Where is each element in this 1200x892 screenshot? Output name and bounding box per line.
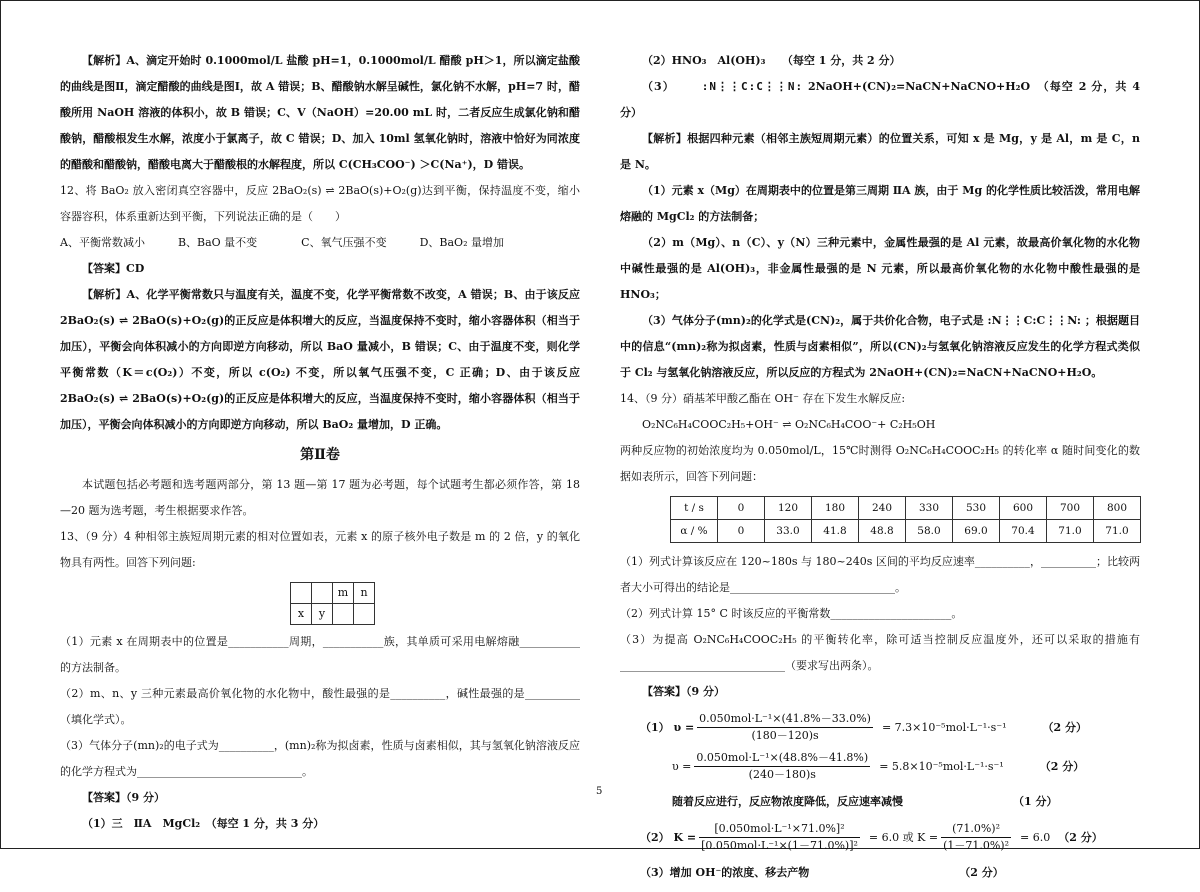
question-13-part1: （1）元素 x 在周期表中的位置是___________周期，___________族，其单质可采用电解熔融___________的方法制备。 (60, 635, 580, 674)
formula-result: = 7.3×10⁻⁵mol·L⁻¹·s⁻¹ (881, 720, 1007, 734)
table-cell: 330 (906, 497, 953, 520)
question-13: 13、（9 分）4 种相邻主族短周期元素的相对位置如表，元素 x 的原子核外电子数是 m 的 2 倍，y 的氧化物具有两性。回答下列问题: (60, 530, 580, 569)
section-title: 第Ⅱ卷 (300, 447, 340, 463)
fraction-numerator: 0.050mol·L⁻¹×(48.8%－41.8%) (694, 750, 870, 767)
grid-cell (333, 604, 354, 625)
conversion-data-table (670, 496, 1141, 543)
formula-mid: = 6.0 或 K = (868, 830, 939, 844)
formula-score: （2 分） (1042, 720, 1088, 734)
fraction-denominator: [0.050mol·L⁻¹×(1－71.0%)]² (701, 839, 858, 852)
answer-13-part3 (620, 74, 1140, 126)
table-cell: 41.8 (812, 520, 859, 543)
table-header: α / % (671, 520, 718, 543)
grid-cell: x (291, 604, 312, 625)
grid-cell: m (333, 583, 354, 604)
fraction-denominator: (240－180)s (748, 768, 816, 781)
fraction-numerator: 0.050mol·L⁻¹×(41.8%－33.0%) (697, 711, 873, 728)
analysis-13-intro: 【解析】根据四种元素（相邻主族短周期元素）的位置关系，可知 x 是 Mg，y 是 Al，m 是 C，n 是 N。 (620, 132, 1140, 171)
question-13-part3: （3）气体分子(mn)₂的电子式为__________，(mn)₂称为拟卤素，性质与卤素相似，其与氢氧化钠溶液反应的化学方程式为______________________________。 (60, 739, 580, 778)
conclusion-line (672, 789, 1140, 815)
analysis-12: 【解析】A、化学平衡常数只与温度有关，温度不变，化学平衡常数不改变，A 错误；B、由于该反应 2BaO₂(s) ⇌ 2BaO(s)+O₂(g)的正反应是体积增大的反应，当温度保持不变时，缩小容器体积（相当于加压），平衡会向体积减小的方向即逆方向移动，所以 BaO 量减小，B 错误；C、由于温度不变，则化学平衡常数（K＝c(O₂)）不变，所以 c(O₂) 不变，所以氧气压强不变，C 正确；D、由于该反应 2BaO₂(s) ⇌ 2BaO(s)+O₂(g)的正反应是体积增大的反应，当温度保持不变时，缩小容器体积（相当于加压），平衡会向体积减小的方向即逆方向移动，所以 BaO₂ 量增加，D 正确。 (60, 288, 580, 431)
fraction (699, 821, 860, 854)
question-14-part1: （1）列式计算该反应在 120~180s 与 180~240s 区间的平均反应速率__________，__________；比较两者大小可得出的结论是______________________________。 (620, 555, 1140, 594)
formula-score: （2 分） (1039, 759, 1085, 773)
formula-rate-1 (640, 711, 1140, 744)
answer-14-part3 (640, 860, 1140, 886)
answer-14-header: 【答案】（9 分） (642, 685, 725, 698)
formula-label: （1） υ = (640, 720, 695, 734)
answer-13-part3-equation: 2NaOH+(CN)₂=NaCN+NaCNO+H₂O （每空 2 分，共 4 分） (620, 80, 1140, 119)
electron-formula: :N⋮⋮C:C⋮⋮N: (701, 80, 804, 93)
table-cell: 71.0 (1047, 520, 1094, 543)
formula-k (640, 821, 1140, 854)
fraction (694, 750, 870, 783)
table-cell: 700 (1047, 497, 1094, 520)
question-14-part2: （2）列式计算 15° C 时该反应的平衡常数______________________。 (620, 607, 963, 620)
grid-cell (354, 604, 375, 625)
formula-score: （2 分） (1058, 830, 1103, 844)
fraction-numerator: (71.0%)² (941, 821, 1011, 838)
grid-cell: y (312, 604, 333, 625)
question-14-part3: （3）为提高 O₂NC₆H₄COOC₂H₅ 的平衡转化率，除可适当控制反应温度外，还可以采取的措施有______________________________（要求写出两条）。 (620, 633, 1140, 672)
grid-cell (291, 583, 312, 604)
grid-cell: n (354, 583, 375, 604)
analysis-13-part3: （3）气体分子(mn)₂的化学式是(CN)₂，属于共价化合物，电子式是 :N⋮⋮C:C⋮⋮N: ；根据题目中的信息“(mn)₂称为拟卤素，性质与卤素相似”，所以(CN)₂与氢氧化钠溶液反应发生的化学方程式类似于 Cl₂ 与氢氧化钠溶液反应，所以反应的方程式为 2NaOH+(CN)₂=NaCN+NaCNO+H₂O。 (620, 314, 1140, 379)
table-cell: 240 (859, 497, 906, 520)
formula-label: υ = (672, 759, 692, 773)
table-cell: 69.0 (953, 520, 1000, 543)
element-position-table (290, 582, 375, 625)
question-14-equation: O₂NC₆H₄COOC₂H₅+OH⁻ ⇌ O₂NC₆H₄COO⁻+ C₂H₅OH (642, 418, 936, 431)
left-column (60, 48, 580, 837)
table-cell: 58.0 (906, 520, 953, 543)
section-intro: 本试题包括必考题和选考题两部分，第 13 题—第 17 题为必考题，每个试题考生都必须作答，第 18—20 题为选考题，考生根据要求作答。 (60, 478, 580, 517)
question-12: 12、将 BaO₂ 放入密闭真空容器中，反应 2BaO₂(s) ⇌ 2BaO(s)+O₂(g)达到平衡，保持温度不变，缩小容器容积，体系重新达到平衡，下列说法正确的是（ ） (60, 184, 580, 223)
table-cell: 120 (765, 497, 812, 520)
formula-result: = 6.0 (1020, 830, 1051, 844)
table-header: t / s (671, 497, 718, 520)
fraction-numerator: [0.050mol·L⁻¹×71.0%]² (699, 821, 860, 838)
answer-12: 【答案】CD (82, 262, 145, 275)
answer-13-header: 【答案】（9 分） (82, 791, 165, 804)
page-number: 5 (596, 786, 603, 797)
analysis-q11: 【解析】A、滴定开始时 0.1000mol/L 盐酸 pH=1，0.1000mol/L 醋酸 pH＞1，所以滴定盐酸的曲线是图Ⅱ，滴定醋酸的曲线是图Ⅰ，故 A 错误；B、醋酸钠水解呈碱性，氯化钠不水解，pH=7 时，醋酸所用 NaOH 溶液的体积小，故 B 错误；C、V（NaOH）=20.00 mL 时，二者反应生成氯化钠和醋酸钠，醋酸根发生水解，浓度小于氯离子，故 C 错误；D、加入 10ml 氢氧化钠时，溶液中恰好为同浓度的醋酸和醋酸钠，醋酸电离大于醋酸根的水解程度，所以 C(CH₃COO⁻) ＞C(Na⁺)，D 错误。 (60, 54, 580, 171)
question-14-desc: 两种反应物的初始浓度均为 0.050mol/L，15℃时测得 O₂NC₆H₄COOC₂H₅ 的转化率 α 随时间变化的数据如表所示，回答下列问题： (620, 444, 1140, 483)
fraction (941, 821, 1011, 854)
answer-13-part1: （1）三 ⅡA MgCl₂ （每空 1 分，共 3 分） (82, 817, 325, 830)
question-14: 14、（9 分）硝基苯甲酸乙酯在 OH⁻ 存在下发生水解反应: (620, 392, 906, 405)
fraction-denominator: (180－120)s (751, 729, 819, 742)
table-cell: 48.8 (859, 520, 906, 543)
fraction-denominator: (1－71.0%)² (943, 839, 1009, 852)
analysis-13-part1: （1）元素 x（Mg）在周期表中的位置是第三周期 ⅡA 族，由于 Mg 的化学性质比较活泼，常用电解熔融的 MgCl₂ 的方法制备； (620, 184, 1140, 223)
conclusion-text: 随着反应进行，反应物浓度降低，反应速率减慢 (672, 795, 903, 808)
formula-rate-2 (672, 750, 1140, 783)
fraction (697, 711, 873, 744)
table-cell: 180 (812, 497, 859, 520)
table-cell: 800 (1094, 497, 1141, 520)
table-cell: 33.0 (765, 520, 812, 543)
table-cell: 530 (953, 497, 1000, 520)
table-cell: 600 (1000, 497, 1047, 520)
answer-13-part2: （2）HNO₃ Al(OH)₃ （每空 1 分，共 2 分） (642, 54, 901, 67)
question-13-part2: （2）m、n、y 三种元素最高价氧化物的水化物中，酸性最强的是__________，碱性最强的是__________（填化学式）。 (60, 687, 580, 726)
formula-label: （2） K = (640, 830, 697, 844)
table-cell: 70.4 (1000, 520, 1047, 543)
answer-14-part3-score: （2 分） (959, 866, 1004, 879)
table-cell: 0 (718, 520, 765, 543)
question-12-options: A、平衡常数减小 B、BaO 量不变 C、氧气压强不变 D、BaO₂ 量增加 (60, 236, 504, 249)
right-column (620, 48, 1140, 892)
answer-13-part3-label: （3） (642, 80, 675, 93)
analysis-13-part2: （2）m（Mg）、n（C）、y（N）三种元素中，金属性最强的是 Al 元素，故最高价氧化物的水化物中碱性最强的是 Al(OH)₃，非金属性最强的是 N 元素，所以最高价氧化物的水化物中酸性最强的是 HNO₃； (620, 236, 1140, 301)
grid-cell (312, 583, 333, 604)
table-cell: 71.0 (1094, 520, 1141, 543)
table-cell: 0 (718, 497, 765, 520)
conclusion-score: （1 分） (1013, 795, 1058, 808)
answer-14-part3-text: （3）增加 OH⁻的浓度、移去产物 (640, 866, 810, 879)
formula-result: = 5.8×10⁻⁵mol·L⁻¹·s⁻¹ (879, 759, 1004, 773)
